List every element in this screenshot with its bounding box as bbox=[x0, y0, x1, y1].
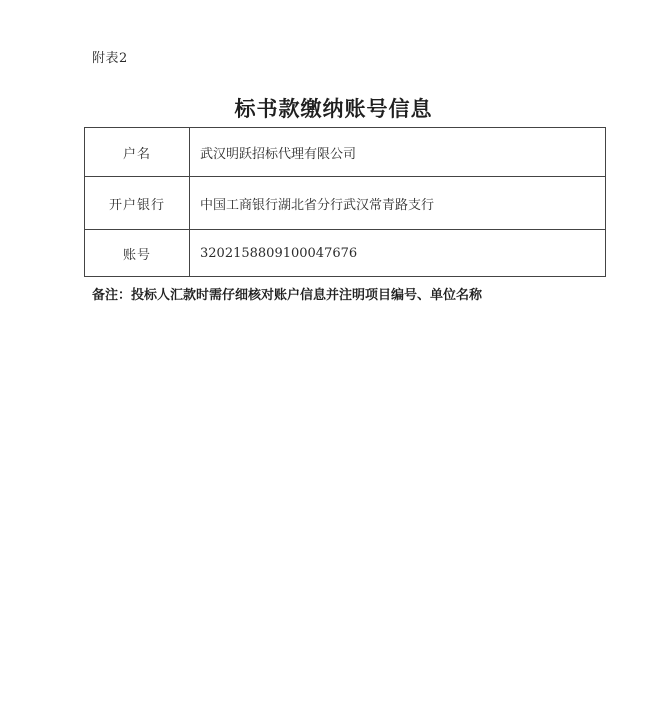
bank-label: 开户银行 bbox=[85, 177, 190, 230]
table-row-account-name bbox=[85, 128, 606, 177]
account-name-label: 户名 bbox=[85, 128, 190, 177]
account-number-value: 3202158809100047676 bbox=[190, 230, 606, 277]
account-name-value: 武汉明跃招标代理有限公司 bbox=[190, 128, 606, 177]
remark-note: 备注：投标人汇款时需仔细核对账户信息并注明项目编号、单位名称 bbox=[92, 288, 483, 303]
account-number-label: 账号 bbox=[85, 230, 190, 277]
bank-value: 中国工商银行湖北省分行武汉常青路支行 bbox=[190, 177, 606, 230]
table-row-account-number bbox=[85, 230, 606, 277]
table-row-bank bbox=[85, 177, 606, 230]
document-title: 标书款缴纳账号信息 bbox=[234, 96, 433, 121]
appendix-label: 附表2 bbox=[92, 51, 128, 66]
account-info-table bbox=[84, 127, 606, 277]
